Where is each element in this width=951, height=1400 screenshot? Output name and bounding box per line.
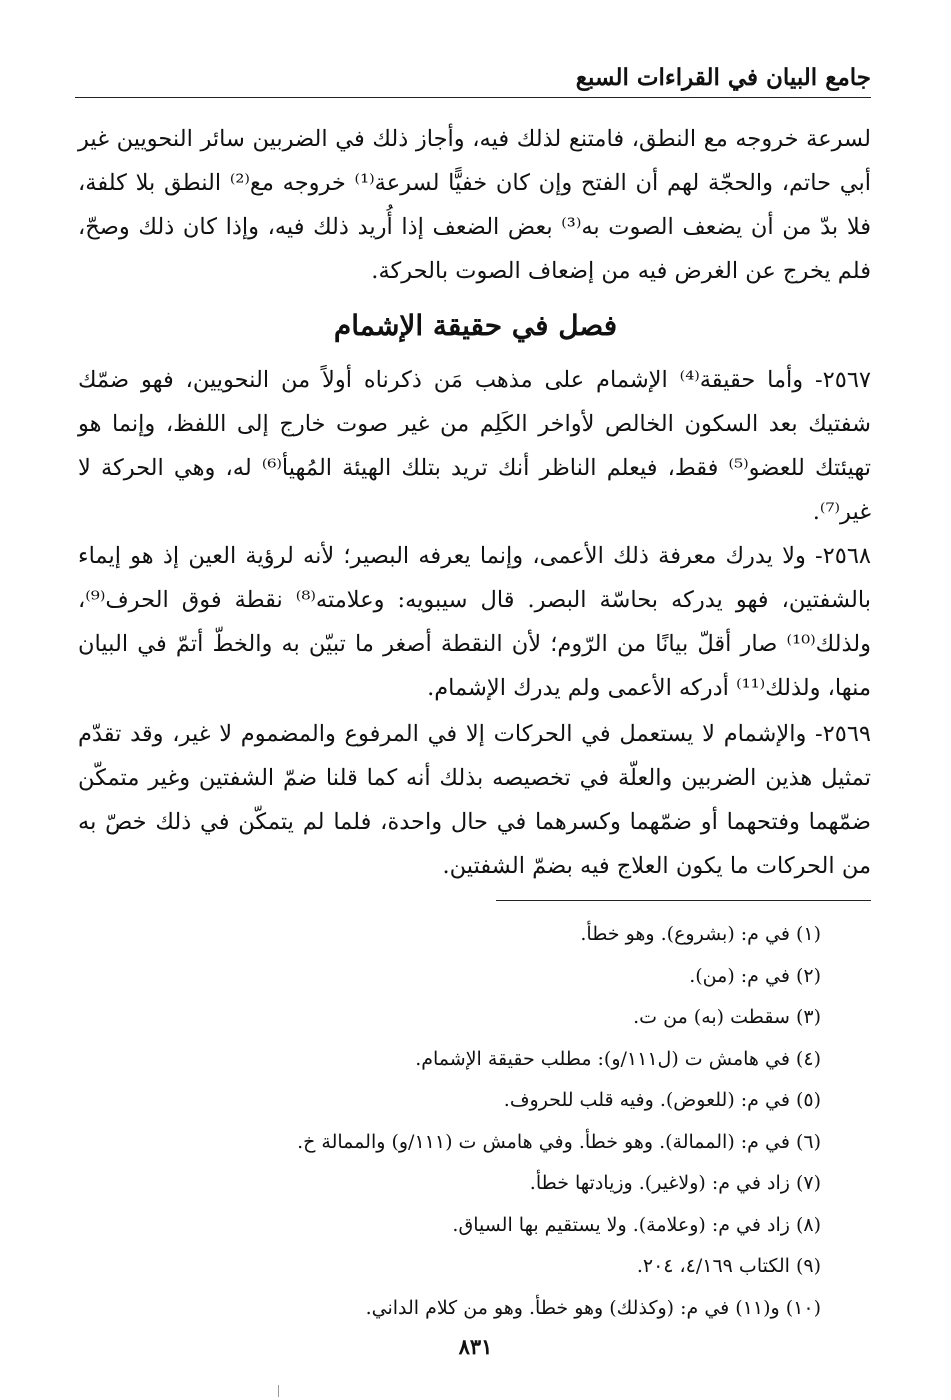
paragraph-2567 <box>78 358 871 534</box>
footnote-item: (٦) في م: (الممالة). وهو خطأ. وفي هامش ت (١١١/و) والممالة خ. <box>297 1130 821 1153</box>
scan-artifact <box>278 1385 279 1397</box>
paragraph-2568 <box>78 534 871 710</box>
footnote-item: (١٠) و(١١) في م: (وكذلك) وهو خطأ. وهو من كلام الداني. <box>365 1296 821 1319</box>
footnote-item: (٤) في هامش ت (ل١١١/و): مطلب حقيقة الإشمام. <box>415 1047 821 1070</box>
section-title: فصل في حقيقة الإشمام <box>333 309 618 342</box>
footnote-item: (٩) الكتاب ٤/١٦٩، ٢٠٤. <box>636 1255 821 1277</box>
footnote-item: (٨) زاد في م: (وعلامة). ولا يستقيم بها السياق. <box>452 1213 821 1236</box>
paragraph-text: ٢٥٦٩- والإشمام لا يستعمل في الحركات إلا في المرفوع والمضموم لا غير، وقد تقدّم تمثيل هذين الضربين والعلّة في تخصيصه بذلك أنه كما قلنا ضمّ الشفتين وغير متمكّن ضمّهما وفتحهما أو ضمّهما وكسرهما في حال واحدة، فلما لم يتمكّن في ذلك خصّ به من الحركات ما يكون العلاج فيه بضمّ الشفتين. <box>78 721 871 879</box>
paragraph-text: ٢٥٦٨- ولا يدرك معرفة ذلك الأعمى، وإنما يعرفه البصير؛ لأنه لرؤية العين إذ هو إيماء بالشفتين، فهو يدركه بحاسّة البصر. قال سيبويه: وعلامته⁽⁸⁾ نقطة فوق الحرف⁽⁹⁾، ولذلك⁽¹⁰⁾ صار أقلّ بيانًا من الرّوم؛ لأن النقطة أصغر ما تبيّن به والخطّ أتمّ في البيان منها، ولذلك⁽¹¹⁾ أدركه الأعمى ولم يدرك الإشمام. <box>78 543 871 701</box>
footnote-item: (٧) زاد في م: (ولاغير). وزيادتها خطأ. <box>529 1172 821 1194</box>
paragraph-text: ٢٥٦٧- وأما حقيقة⁽⁴⁾ الإشمام على مذهب مَن ذكرناه أولاً من النحويين، فهو ضمّك شفتيك بعد السكون الخالص لأواخر الكَلِم من غير صوت خارج إلى اللفظ، وإنما هو تهيئتك للعضو⁽⁵⁾ فقط، فيعلم الناظر أنك تريد بتلك الهيئة المُهيأ⁽⁶⁾ له، وهي الحركة لا غير⁽⁷⁾. <box>78 367 872 525</box>
footnotes-list <box>80 914 821 1329</box>
page-number: ٨٣١ <box>458 1334 493 1359</box>
paragraph-1 <box>78 117 871 293</box>
footnote-item: (٥) في م: (للعوض). وفيه قلب للحروف. <box>503 1089 821 1111</box>
footnote-item: (١) في م: (بشروع). وهو خطأ. <box>580 923 821 945</box>
footnote-item: (٣) سقطت (به) من ت. <box>633 1006 821 1028</box>
header-divider <box>75 97 871 98</box>
paragraph-text: لسرعة خروجه مع النطق، فامتنع لذلك فيه، وأجاز ذلك في الضربين سائر النحويين غير أبي حاتم، والحجّة لهم أن الفتح وإن كان خفيًّا لسرعة⁽¹⁾ خروجه مع⁽²⁾ النطق بلا كلفة، فلا بدّ من أن يضعف الصوت به⁽³⁾ بعض الضعف إذا أُريد ذلك فيه، وإذا كان ذلك وصحّ، فلم يخرج عن الغرض فيه من إضعاف الصوت بالحركة. <box>78 126 871 284</box>
running-header: جامع البيان في القراءات السبع <box>575 64 871 91</box>
footnote-divider <box>496 900 871 901</box>
footnote-item: (٢) في م: (من). <box>689 964 821 987</box>
paragraph-2569 <box>78 712 871 888</box>
